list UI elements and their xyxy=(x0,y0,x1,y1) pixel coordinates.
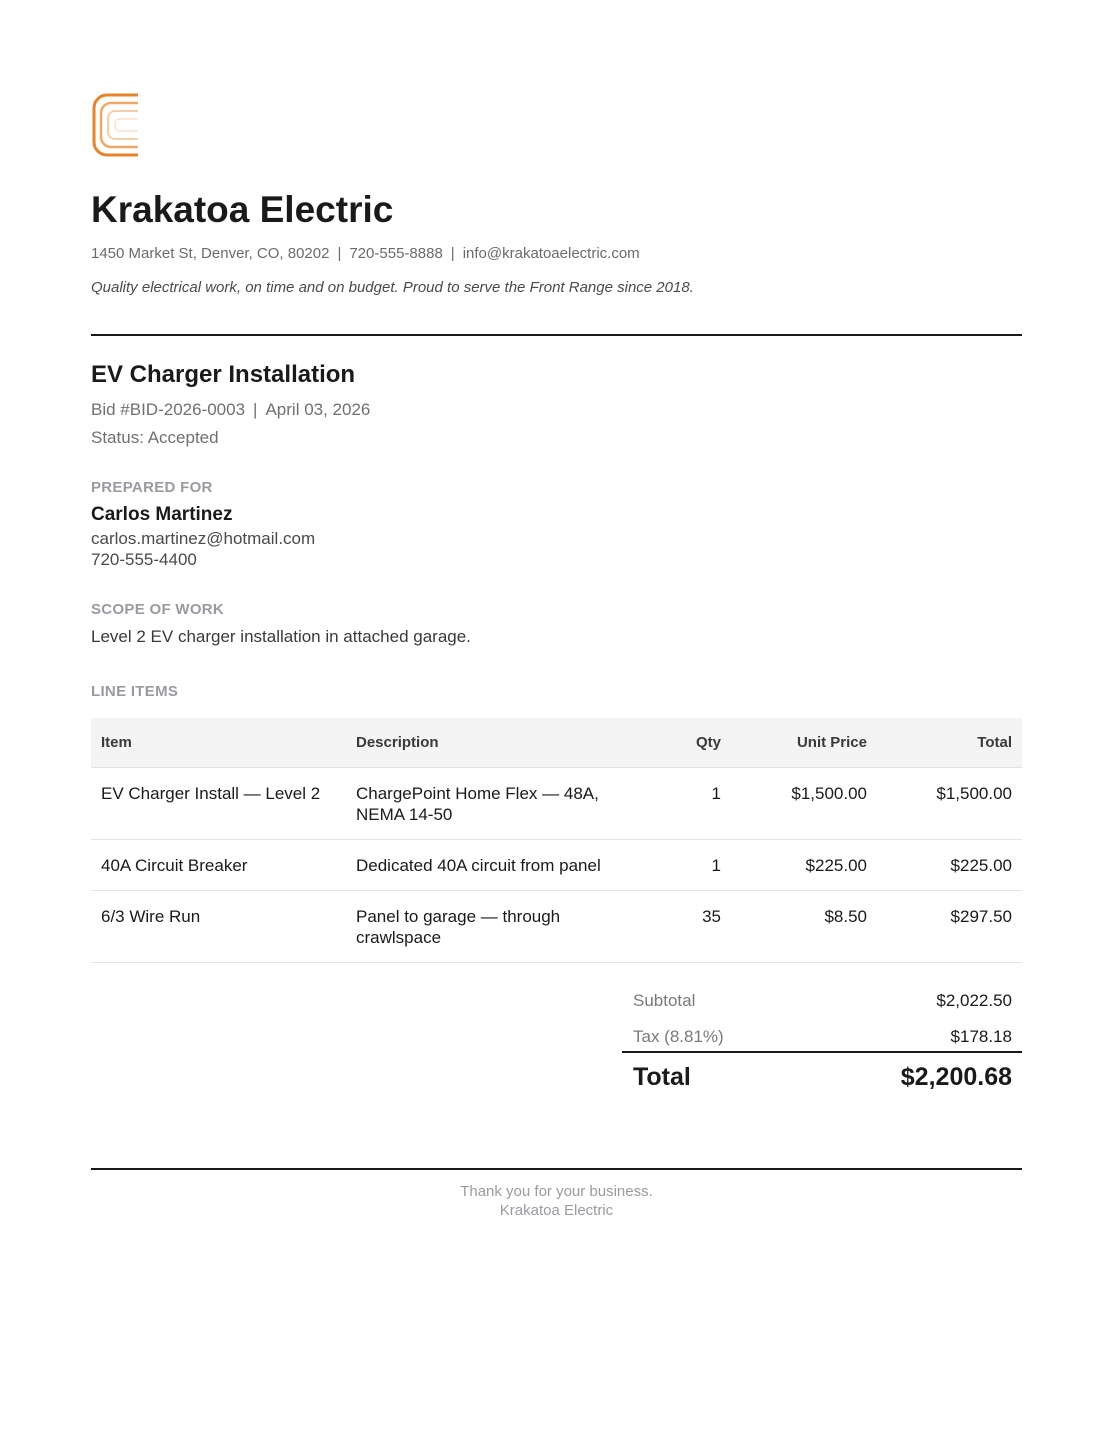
cell-total: $225.00 xyxy=(877,839,1022,890)
separator: | xyxy=(450,245,455,262)
bid-date: April 03, 2026 xyxy=(265,400,371,419)
bid-status: Status: Accepted xyxy=(91,428,219,447)
company-name: Krakatoa Electric xyxy=(91,189,394,230)
table-row xyxy=(91,839,1022,890)
company-address: 1450 Market St, Denver, CO, 80202 xyxy=(91,245,330,262)
tax-label: Tax (8.81%) xyxy=(633,1027,724,1046)
cell-total: $1,500.00 xyxy=(877,767,1022,839)
header-item: Item xyxy=(91,718,346,767)
table-row xyxy=(91,767,1022,839)
grand-total-row xyxy=(622,1057,1022,1089)
header-total: Total xyxy=(877,718,1022,767)
header-unit-price: Unit Price xyxy=(731,718,877,767)
cell-item: 40A Circuit Breaker xyxy=(91,839,346,890)
cell-unit-price: $225.00 xyxy=(731,839,877,890)
cell-unit-price: $1,500.00 xyxy=(731,767,877,839)
client-email: carlos.martinez@hotmail.com xyxy=(91,529,316,548)
company-tagline: Quality electrical work, on time and on budget. Proud to serve the Front Range since 2018. xyxy=(91,279,694,296)
client-name: Carlos Martinez xyxy=(91,504,233,525)
header-divider xyxy=(91,334,1022,336)
cell-description: Panel to garage — through crawlspace xyxy=(346,890,633,962)
separator: | xyxy=(253,400,258,419)
company-phone: 720-555-8888 xyxy=(349,245,443,262)
client-phone: 720-555-4400 xyxy=(91,550,197,569)
nested-bracket-logo-icon xyxy=(91,92,141,158)
cell-unit-price: $8.50 xyxy=(731,890,877,962)
scope-text: Level 2 EV charger installation in attached garage. xyxy=(91,627,471,646)
table-header-row xyxy=(91,718,1022,767)
line-items-table xyxy=(91,718,1022,963)
subtotal-label: Subtotal xyxy=(633,991,696,1010)
totals-divider xyxy=(622,1051,1022,1053)
scope-label: SCOPE OF WORK xyxy=(91,601,225,618)
bid-meta xyxy=(91,400,370,420)
bid-title: EV Charger Installation xyxy=(91,361,356,388)
cell-qty: 1 xyxy=(633,767,731,839)
tax-row xyxy=(622,1019,1022,1051)
prepared-for-label: PREPARED FOR xyxy=(91,479,213,496)
cell-description: Dedicated 40A circuit from panel xyxy=(346,839,633,890)
grand-total-label: Total xyxy=(633,1063,691,1091)
cell-item: 6/3 Wire Run xyxy=(91,890,346,962)
footer-thanks: Thank you for your business. xyxy=(460,1183,653,1200)
table-row xyxy=(91,890,1022,962)
cell-total: $297.50 xyxy=(877,890,1022,962)
line-items-label: LINE ITEMS xyxy=(91,683,179,700)
grand-total-value: $2,200.68 xyxy=(900,1063,1012,1091)
cell-item: EV Charger Install — Level 2 xyxy=(91,767,346,839)
subtotal-row xyxy=(622,983,1022,1015)
bid-number: Bid #BID-2026-0003 xyxy=(91,400,246,419)
footer-company: Krakatoa Electric xyxy=(499,1202,614,1219)
cell-qty: 1 xyxy=(633,839,731,890)
header-qty: Qty xyxy=(633,718,731,767)
cell-qty: 35 xyxy=(633,890,731,962)
cell-description: ChargePoint Home Flex — 48A, NEMA 14-50 xyxy=(346,767,633,839)
subtotal-value: $2,022.50 xyxy=(936,991,1012,1010)
header-description: Description xyxy=(346,718,633,767)
tax-value: $178.18 xyxy=(950,1027,1012,1046)
footer-divider xyxy=(91,1168,1022,1170)
company-contact-line xyxy=(91,245,640,262)
company-email: info@krakatoaelectric.com xyxy=(462,245,640,262)
separator: | xyxy=(337,245,342,262)
